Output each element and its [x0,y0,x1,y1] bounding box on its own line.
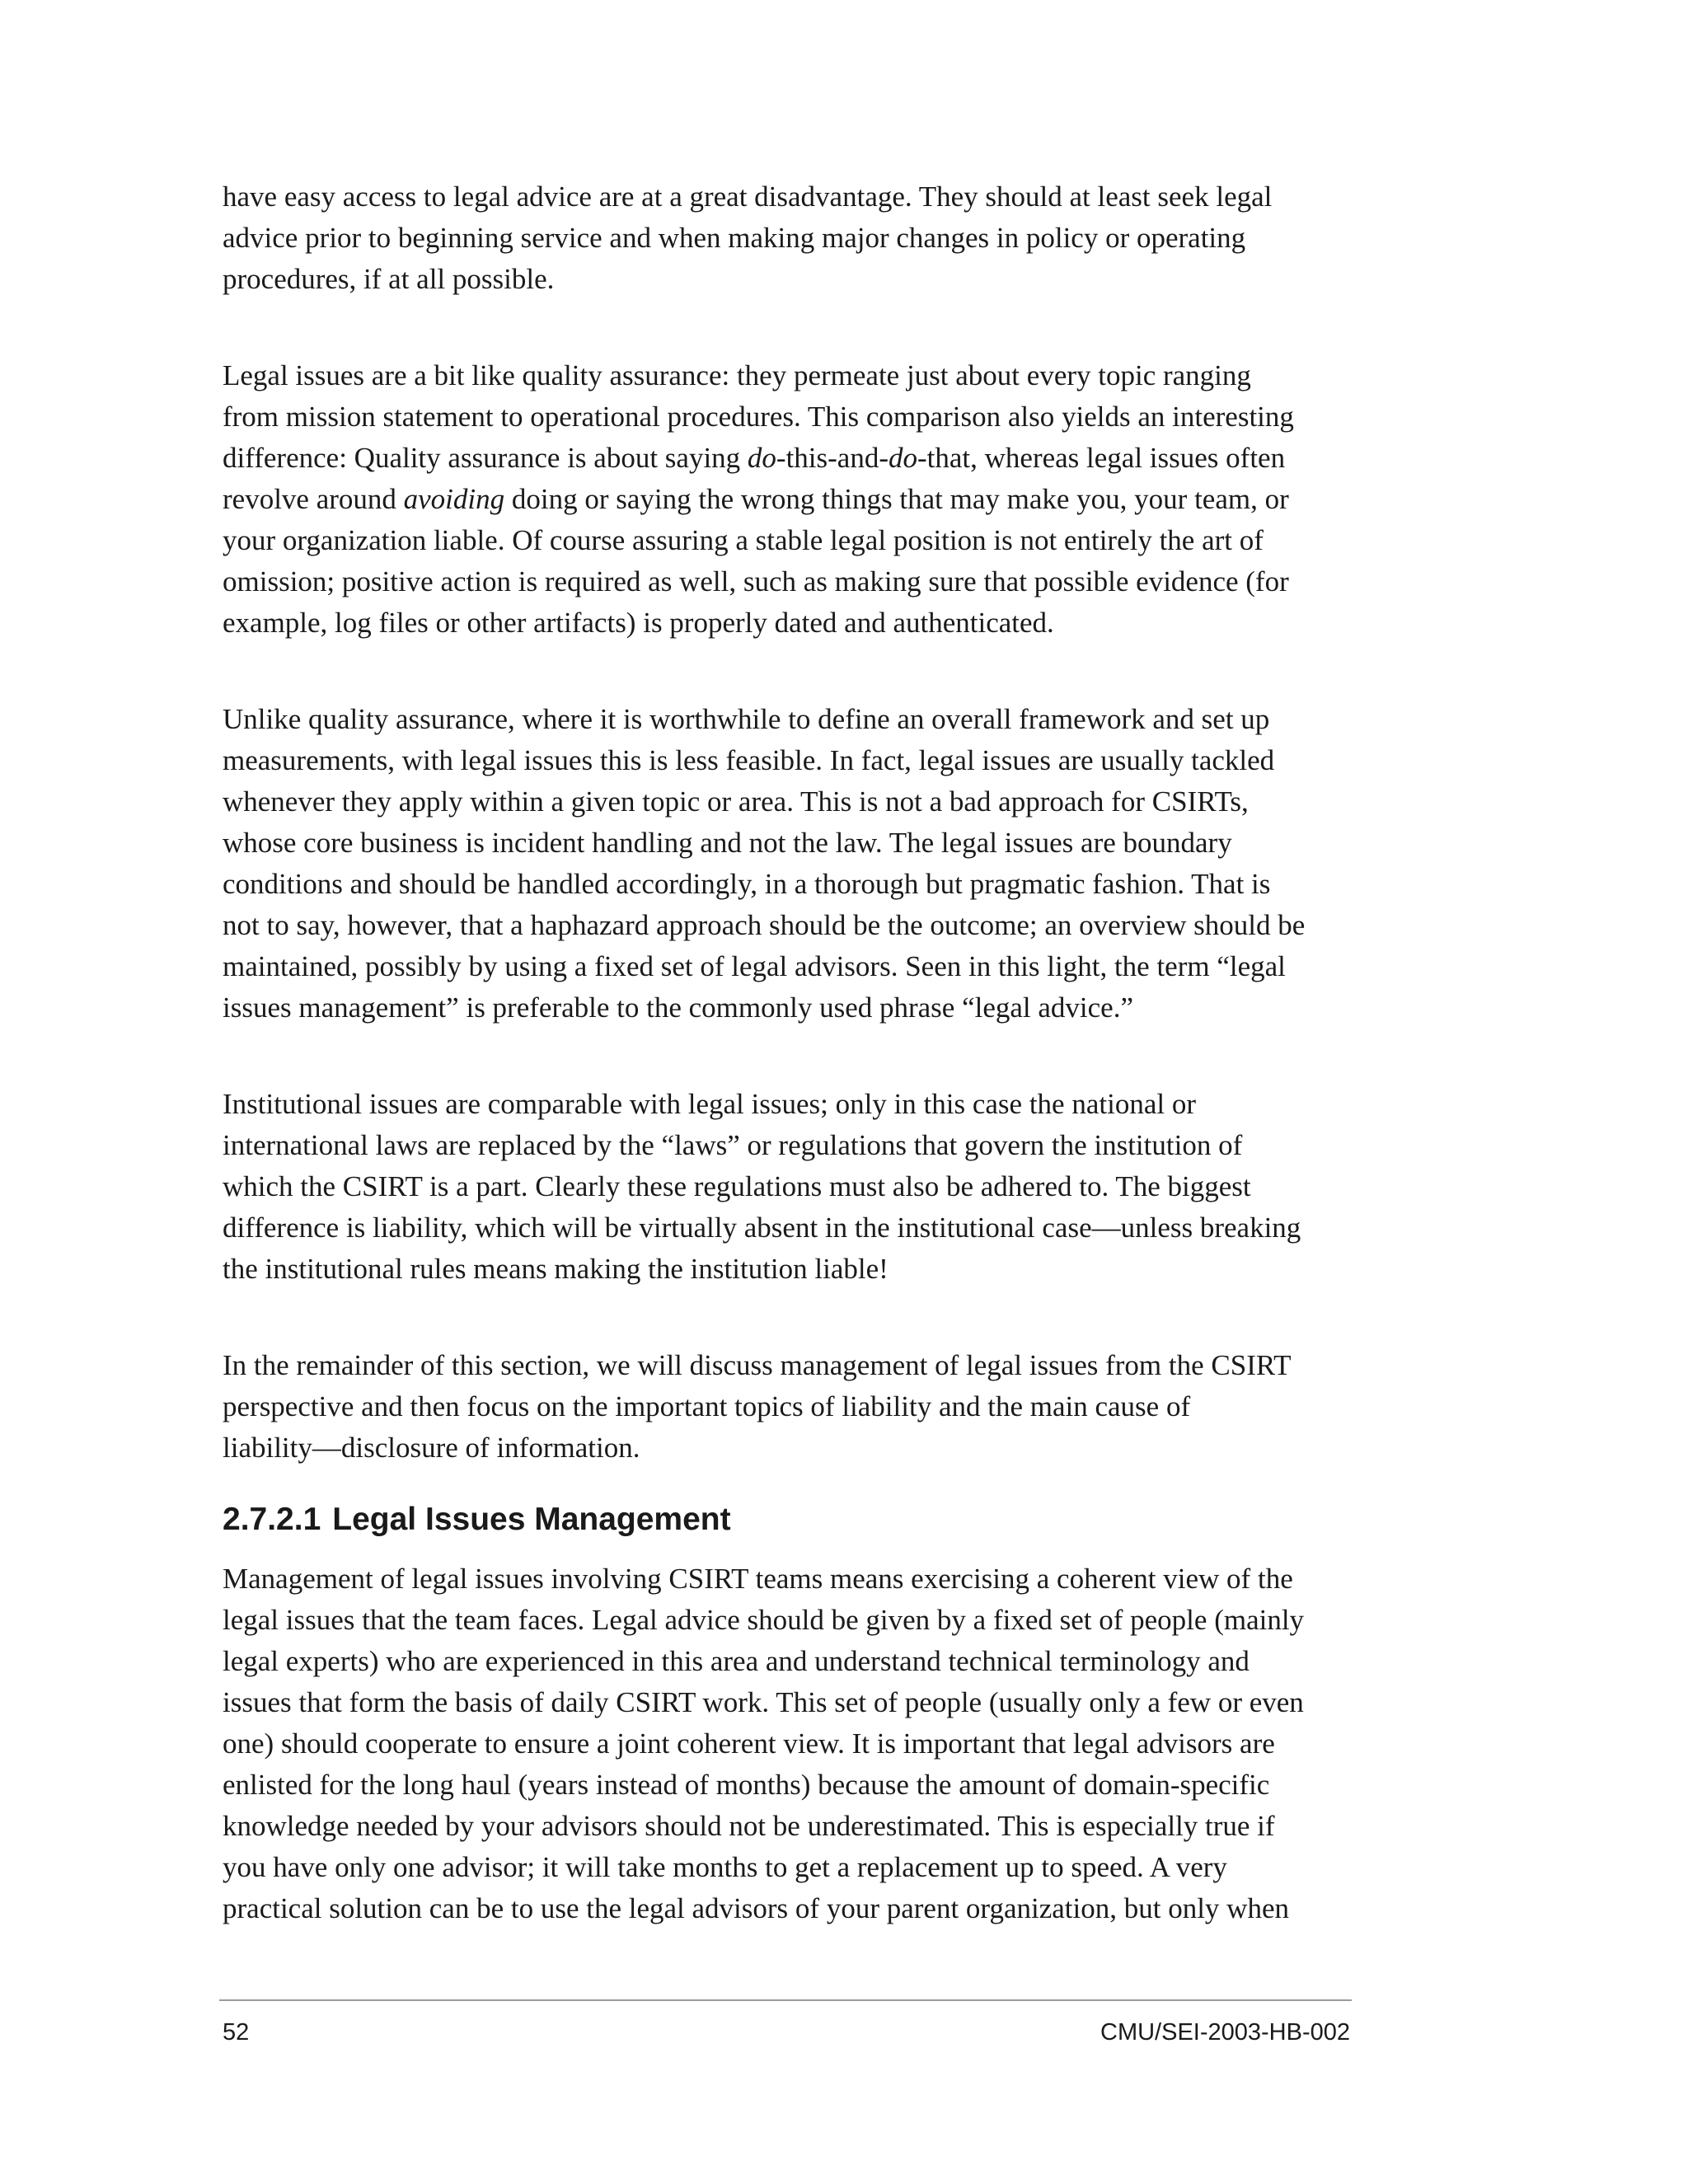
text-run: legal experts) who are experienced in this area and understand technical terminology and [223,1645,1250,1677]
text-line [223,1084,1376,1125]
text-run: omission; positive action is required as well, such as making sure that possible evidence (for [223,565,1289,598]
paragraph [223,1084,1376,1290]
text-run: perspective and then focus on the important topics of liability and the main cause of [223,1390,1191,1422]
section-title: Legal Issues Management [332,1502,731,1537]
paragraph [223,1345,1376,1469]
paragraph [223,355,1376,644]
text-run: from mission statement to operational procedures. This comparison also yields an interesting [223,401,1294,433]
text-run: which the CSIRT is a part. Clearly these regulations must also be adhered to. The biggest [223,1170,1251,1202]
text-line [223,1765,1376,1806]
text-run: advice prior to beginning service and when making major changes in policy or operating [223,222,1246,254]
text-line [223,1386,1376,1427]
text-line [223,561,1376,602]
text-line [223,781,1376,823]
paragraph [223,699,1376,1029]
text-line [223,1166,1376,1207]
text-run: -that, whereas legal issues often [917,442,1286,474]
text-line [223,1249,1376,1290]
paragraph [223,176,1376,300]
italic-text: do [889,442,917,474]
text-line [223,218,1376,259]
section-heading [223,1499,1376,1540]
text-line [223,823,1376,864]
text-run: legal issues that the team faces. Legal advice should be given by a fixed set of people (mainly [223,1604,1305,1636]
text-run: issues that form the basis of daily CSIRT work. This set of people (usually only a few or even [223,1686,1304,1718]
text-run: procedures, if at all possible. [223,263,555,295]
text-run: Management of legal issues involving CSIRT teams means exercising a coherent view of the [223,1563,1293,1595]
text-run: measurements, with legal issues this is less feasible. In fact, legal issues are usually tackled [223,744,1275,776]
paragraphs-after-heading [223,1558,1376,1929]
text-line [223,1682,1376,1723]
text-line [223,1427,1376,1469]
text-line [223,176,1376,218]
text-line [223,259,1376,300]
text-run: example, log files or other artifacts) is properly dated and authenticated. [223,607,1054,639]
text-run: In the remainder of this section, we will discuss management of legal issues from the CSIRT [223,1349,1292,1381]
text-run: practical solution can be to use the legal advisors of your parent organization, but only when [223,1892,1289,1924]
paragraph [223,1558,1376,1929]
text-line [223,1207,1376,1249]
text-line [223,864,1376,905]
text-run: whenever they apply within a given topic or area. This is not a bad approach for CSIRTs, [223,785,1249,818]
text-run: enlisted for the long haul (years instead of months) because the amount of domain-specific [223,1769,1270,1801]
text-line [223,602,1376,644]
text-line [223,396,1376,438]
page-number: 52 [223,2019,250,2046]
text-line [223,1847,1376,1888]
text-line [223,438,1376,479]
text-line [223,1125,1376,1166]
text-run: -this-and- [776,442,889,474]
text-run: doing or saying the wrong things that may make you, your team, or [504,483,1289,515]
text-line [223,1806,1376,1847]
text-run: conditions and should be handled accordingly, in a thorough but pragmatic fashion. That is [223,868,1271,900]
text-run: one) should cooperate to ensure a joint coherent view. It is important that legal advisors are [223,1727,1275,1760]
text-run: liability—disclosure of information. [223,1432,640,1464]
italic-text: do [747,442,776,474]
text-line [223,355,1376,396]
text-run: maintained, possibly by using a fixed set of legal advisors. Seen in this light, the term “legal [223,950,1286,982]
text-line [223,699,1376,740]
text-run: not to say, however, that a haphazard approach should be the outcome; an overview should be [223,909,1306,941]
text-run: you have only one advisor; it will take months to get a replacement up to speed. A very [223,1851,1227,1883]
text-line [223,740,1376,781]
footer-rule [219,1999,1352,2001]
text-line [223,1723,1376,1765]
text-run: difference is liability, which will be virtually absent in the institutional case—unless breaking [223,1212,1301,1244]
text-line [223,1888,1376,1929]
text-line [223,520,1376,561]
text-run: international laws are replaced by the “laws” or regulations that govern the institution of [223,1129,1243,1161]
text-run: the institutional rules means making the institution liable! [223,1253,889,1285]
document-id: CMU/SEI-2003-HB-002 [1100,2019,1350,2046]
text-run: have easy access to legal advice are at a great disadvantage. They should at least seek legal [223,180,1273,213]
text-run: difference: Quality assurance is about saying [223,442,748,474]
text-line [223,1558,1376,1600]
text-line [223,479,1376,520]
text-line [223,1641,1376,1682]
text-line [223,987,1376,1029]
italic-text: avoiding [403,483,505,515]
text-line [223,1600,1376,1641]
text-line [223,905,1376,946]
text-run: issues management” is preferable to the commonly used phrase “legal advice.” [223,991,1133,1024]
text-run: whose core business is incident handling and not the law. The legal issues are boundary [223,827,1232,859]
text-run: revolve around [223,483,404,515]
text-run: knowledge needed by your advisors should not be underestimated. This is especially true if [223,1810,1275,1842]
page-body [223,176,1376,1929]
text-run: your organization liable. Of course assuring a stable legal position is not entirely the art of [223,524,1264,556]
text-line [223,946,1376,987]
text-line [223,1345,1376,1386]
text-run: Unlike quality assurance, where it is worthwhile to define an overall framework and set up [223,703,1270,735]
text-run: Legal issues are a bit like quality assurance: they permeate just about every topic ranging [223,359,1251,391]
paragraphs-before-heading [223,176,1376,1469]
section-number: 2.7.2.1 [223,1502,321,1537]
text-run: Institutional issues are comparable with legal issues; only in this case the national or [223,1088,1196,1120]
